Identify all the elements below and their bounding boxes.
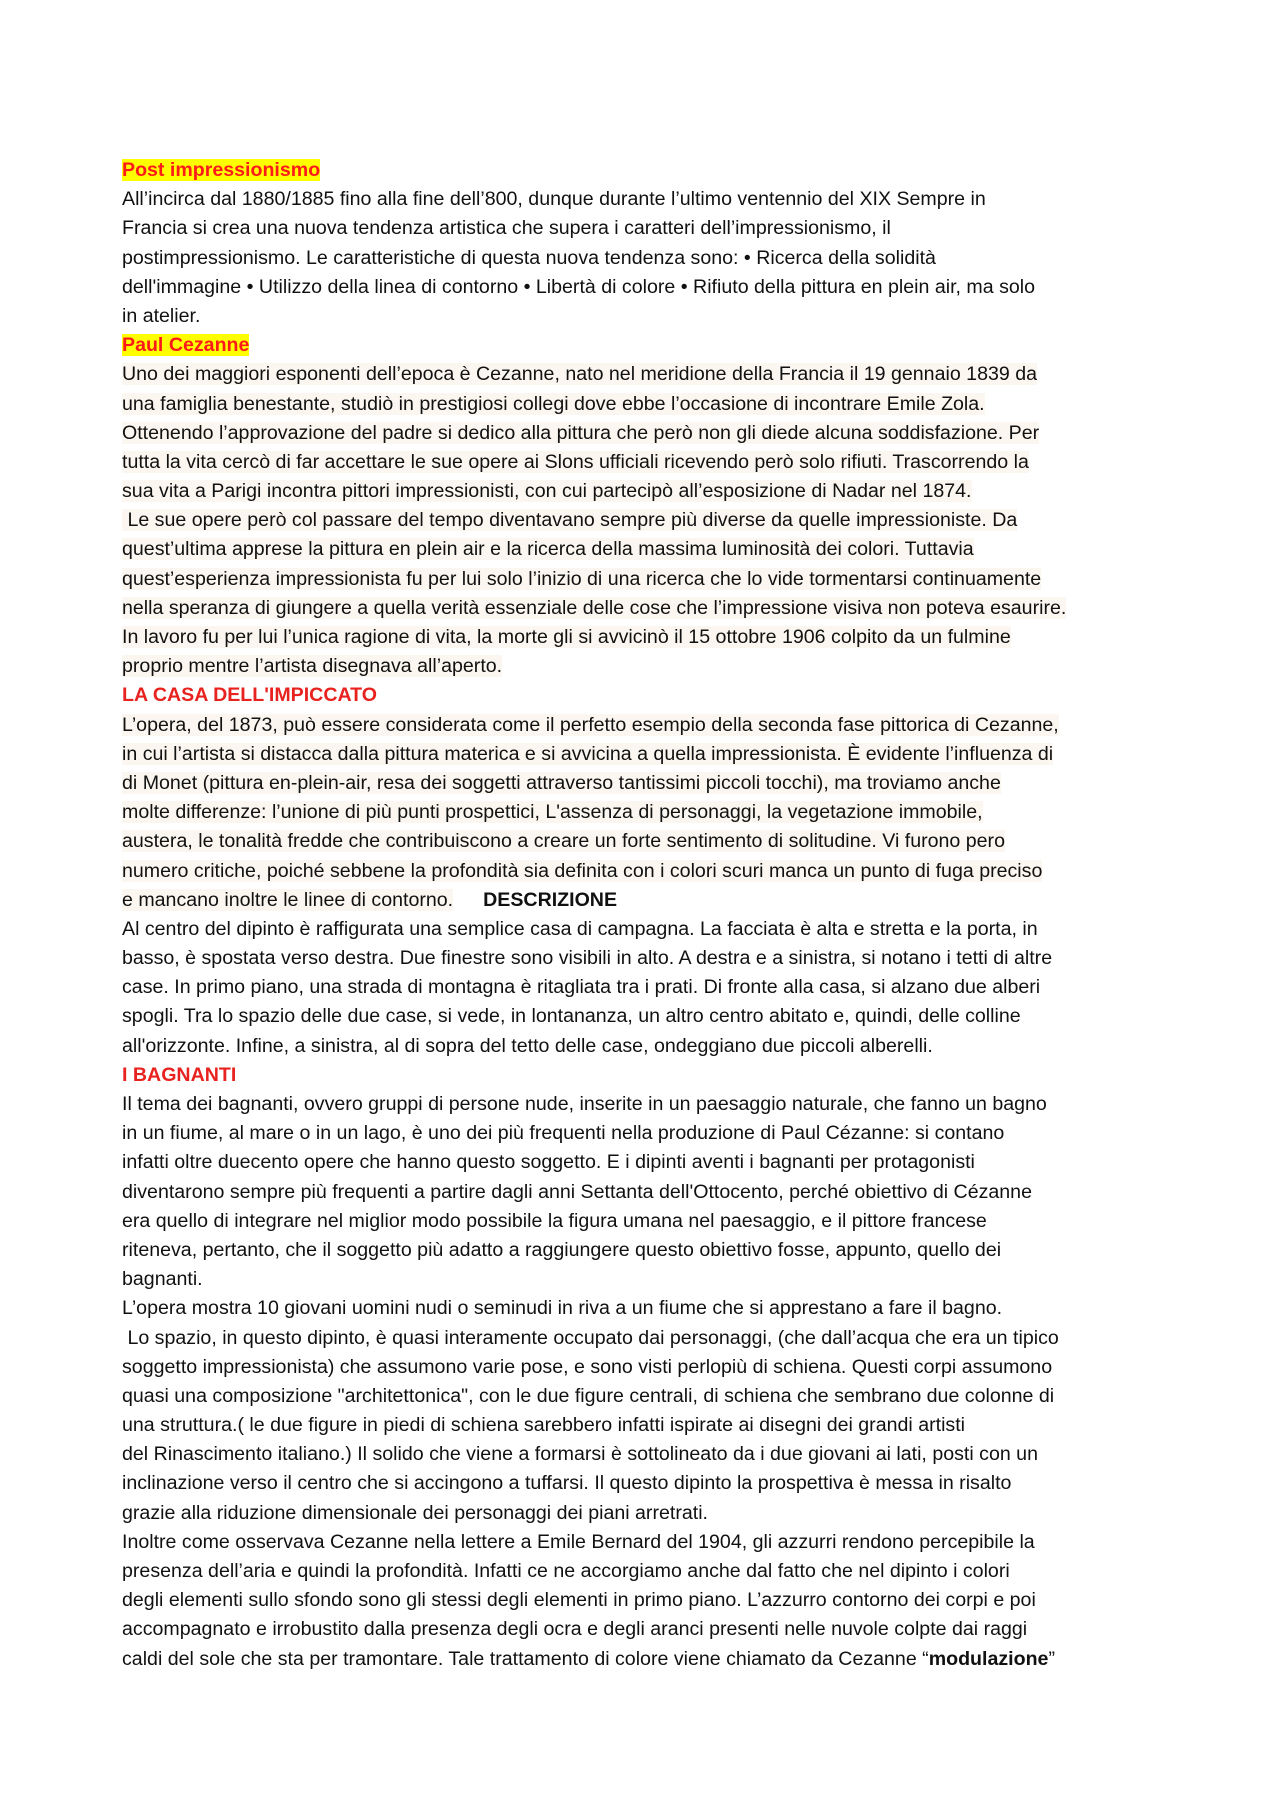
line-text: L’opera, del 1873, può essere considerata come il perfetto esempio della seconda fase pittorica di Cezanne, xyxy=(122,713,1059,736)
line-text: una famiglia benestante, studiò in prestigiosi collegi dove ebbe l’occasione di incontrare Emile Zola. xyxy=(122,392,985,415)
paragraph-line: dell'immagine • Utilizzo della linea di contorno • Libertà di colore • Rifiuto della pittura en plein air, ma solo xyxy=(122,275,1036,298)
line-text: quest’esperienza impressionista fu per lui solo l’inizio di una ricerca che lo vide tormentarsi continuamente xyxy=(122,567,1042,590)
paragraph-line: era quello di integrare nel miglior modo possibile la figura umana nel paesaggio, e il pittore francese xyxy=(122,1209,987,1232)
heading-post-impressionismo xyxy=(122,156,1172,185)
line-text: tutta la vita cercò di far accettare le sue opere ai Slons ufficiali ricevendo però solo rifiuti. Trascorrendo la xyxy=(122,450,1029,473)
paragraph-line: soggetto impressionista) che assumono varie pose, e sono visti perlopiù di schiena. Questi corpi assumono xyxy=(122,1355,1053,1378)
paragraph-line: Francia si crea una nuova tendenza artistica che supera i caratteri dell’impressionismo, il xyxy=(122,217,891,240)
paragraph-line: All’incirca dal 1880/1885 fino alla fine dell’800, dunque durante l’ultimo ventennio del XIX Sempre in xyxy=(122,188,986,211)
paragraph-line: all'orizzonte. Infine, a sinistra, al di sopra del tetto delle case, ondeggiano due piccoli alberelli. xyxy=(122,1034,933,1057)
paragraph-line: accompagnato e irrobustito dalla presenza degli ocra e degli aranci presenti nelle nuvole colpte dai raggi xyxy=(122,1618,1028,1641)
heading-casa-impiccato: LA CASA DELL'IMPICCATO xyxy=(122,684,378,707)
paragraph-line: grazie alla riduzione dimensionale dei personaggi dei piani arretrati. xyxy=(122,1501,708,1524)
paragraph-line: in atelier. xyxy=(122,304,201,327)
paragraph-line: una struttura.( le due figure in piedi di schiena sarebbero infatti ispirate ai disegni dei grandi artisti xyxy=(122,1414,966,1437)
paragraph-line xyxy=(122,857,1172,886)
heading-i-bagnanti: I BAGNANTI xyxy=(122,1063,237,1086)
paragraph-line xyxy=(122,769,1172,798)
paragraph-line: case. In primo piano, una strada di montagna è ritagliata tra i prati. Di fronte alla casa, si alzano due alberi xyxy=(122,976,1041,999)
paragraph-line xyxy=(122,827,1172,856)
paragraph-line: infatti oltre duecento opere che hanno questo soggetto. E i dipinti aventi i bagnanti per protagonisti xyxy=(122,1151,975,1174)
line-text: ” xyxy=(1048,1647,1055,1670)
paragraph-line: Al centro del dipinto è raffigurata una semplice casa di campagna. La facciata è alta e stretta e la porta, in xyxy=(122,917,1038,940)
paragraph-line: riteneva, pertanto, che il soggetto più adatto a raggiungere questo obiettivo fosse, appunto, quello dei xyxy=(122,1238,1002,1261)
line-text: numero critiche, poiché sebbene la profondità sia definita con i colori scuri manca un punto di fuga preciso xyxy=(122,859,1043,882)
paragraph-line xyxy=(122,535,1172,564)
paragraph-line: L’opera mostra 10 giovani uomini nudi o seminudi in riva a un fiume che si apprestano a fare il bagno. xyxy=(122,1297,1003,1320)
line-text: caldi del sole che sta per tramontare. Tale trattamento di colore viene chiamato da Cezanne “ xyxy=(122,1647,929,1670)
line-text: in cui l’artista si distacca dalla pittura materica e si avvicina a quella impressionista. È evidente l’influenza di xyxy=(122,742,1054,765)
paragraph-line xyxy=(122,740,1172,769)
line-text: Le sue opere però col passare del tempo diventavano sempre più diverse da quelle impressioniste. Da xyxy=(122,509,1018,532)
line-text: proprio mentre l’artista disegnava all’aperto. xyxy=(122,655,503,678)
line-text: Uno dei maggiori esponenti dell’epoca è Cezanne, nato nel meridione della Francia il 19 gennaio 1839 da xyxy=(122,363,1037,386)
paragraph-line xyxy=(122,711,1172,740)
paragraph-line xyxy=(122,594,1172,623)
document-page xyxy=(122,156,1172,1674)
paragraph-line xyxy=(122,886,1172,915)
paragraph-line xyxy=(122,1645,1172,1674)
line-text: Ottenendo l’approvazione del padre si dedico alla pittura che però non gli diede alcuna soddisfazione. Per xyxy=(122,421,1040,444)
paragraph-line xyxy=(122,390,1172,419)
paragraph-line: spogli. Tra lo spazio delle due case, si vede, in lontananza, un altro centro abitato e, quindi, delle colline xyxy=(122,1005,1021,1028)
descrizione-label: DESCRIZIONE xyxy=(483,888,618,911)
line-text: austera, le tonalità fredde che contribuiscono a creare un forte sentimento di solitudine. Vi furono pero xyxy=(122,830,1005,853)
paragraph-line xyxy=(122,565,1172,594)
paragraph-line: bagnanti. xyxy=(122,1268,203,1291)
paragraph-line xyxy=(122,448,1172,477)
paragraph-line: Inoltre come osservava Cezanne nella lettere a Emile Bernard del 1904, gli azzurri rendono percepibile la xyxy=(122,1530,1035,1553)
paragraph-line: Lo spazio, in questo dipinto, è quasi interamente occupato dai personaggi, (che dall’acqua che era un tipico xyxy=(122,1326,1059,1349)
paragraph-line xyxy=(122,652,1172,681)
paragraph-line: presenza dell’aria e quindi la profondità. Infatti ce ne accorgiamo anche dal fatto che nel dipinto i colori xyxy=(122,1560,1010,1582)
paragraph-line xyxy=(122,360,1172,389)
modulazione-term: modulazione xyxy=(928,1647,1049,1670)
paragraph-line xyxy=(122,798,1172,827)
heading-paul-cezanne xyxy=(122,331,1172,360)
line-text: nella speranza di giungere a quella verità essenziale delle cose che l’impressione visiva non poteva esaurire. xyxy=(122,596,1067,619)
paragraph-line xyxy=(122,419,1172,448)
paragraph-line xyxy=(122,477,1172,506)
line-text: molte differenze: l’unione di più punti prospettici, L'assenza di personaggi, la vegetazione immobile, xyxy=(122,801,983,824)
paragraph-line: del Rinascimento italiano.) Il solido che viene a formarsi è sottolineato da i due giovani ai lati, posti con un xyxy=(122,1443,1038,1466)
paragraph-line: inclinazione verso il centro che si accingono a tuffarsi. Il questo dipinto la prospettiva è messa in risalto xyxy=(122,1472,1012,1495)
paragraph-line: postimpressionismo. Le caratteristiche di questa nuova tendenza sono: • Ricerca della solidità xyxy=(122,246,936,269)
paragraph-line: in un fiume, al mare o in un lago, è uno dei più frequenti nella produzione di Paul Cézanne: si contano xyxy=(122,1122,1005,1145)
line-text: di Monet (pittura en-plein-air, resa dei soggetti attraverso tantissimi piccoli tocchi), ma troviamo anche xyxy=(122,771,1001,794)
paragraph-line: degli elementi sullo sfondo sono gli stessi degli elementi in primo piano. L’azzurro contorno dei corpi e poi xyxy=(122,1589,1036,1612)
line-text: sua vita a Parigi incontra pittori impressionisti, con cui partecipò all’esposizione di Nadar nel 1874. xyxy=(122,480,972,503)
heading-text: Post impressionismo xyxy=(122,159,321,181)
line-text: In lavoro fu per lui l’unica ragione di vita, la morte gli si avvicinò il 15 ottobre 1906 colpito da un fulmine xyxy=(122,626,1011,648)
paragraph-line: quasi una composizione "architettonica", con le due figure centrali, di schiena che sembrano due colonne di xyxy=(122,1384,1055,1407)
paragraph-line: diventarono sempre più frequenti a partire dagli anni Settanta dell'Ottocento, perché obiettivo di Cézanne xyxy=(122,1180,1032,1203)
line-text: e mancano inoltre le linee di contorno. xyxy=(122,888,454,911)
paragraph-line xyxy=(122,506,1172,535)
paragraph-line: Il tema dei bagnanti, ovvero gruppi di persone nude, inserite in un paesaggio naturale, che fanno un bagno xyxy=(122,1093,1047,1115)
paragraph-line: basso, è spostata verso destra. Due finestre sono visibili in alto. A destra e a sinistra, si notano i tetti di altre xyxy=(122,947,1053,970)
line-text: quest’ultima apprese la pittura en plein air e la ricerca della massima luminosità dei colori. Tuttavia xyxy=(122,538,974,561)
paragraph-line xyxy=(122,623,1172,652)
heading-text: Paul Cezanne xyxy=(122,334,250,357)
